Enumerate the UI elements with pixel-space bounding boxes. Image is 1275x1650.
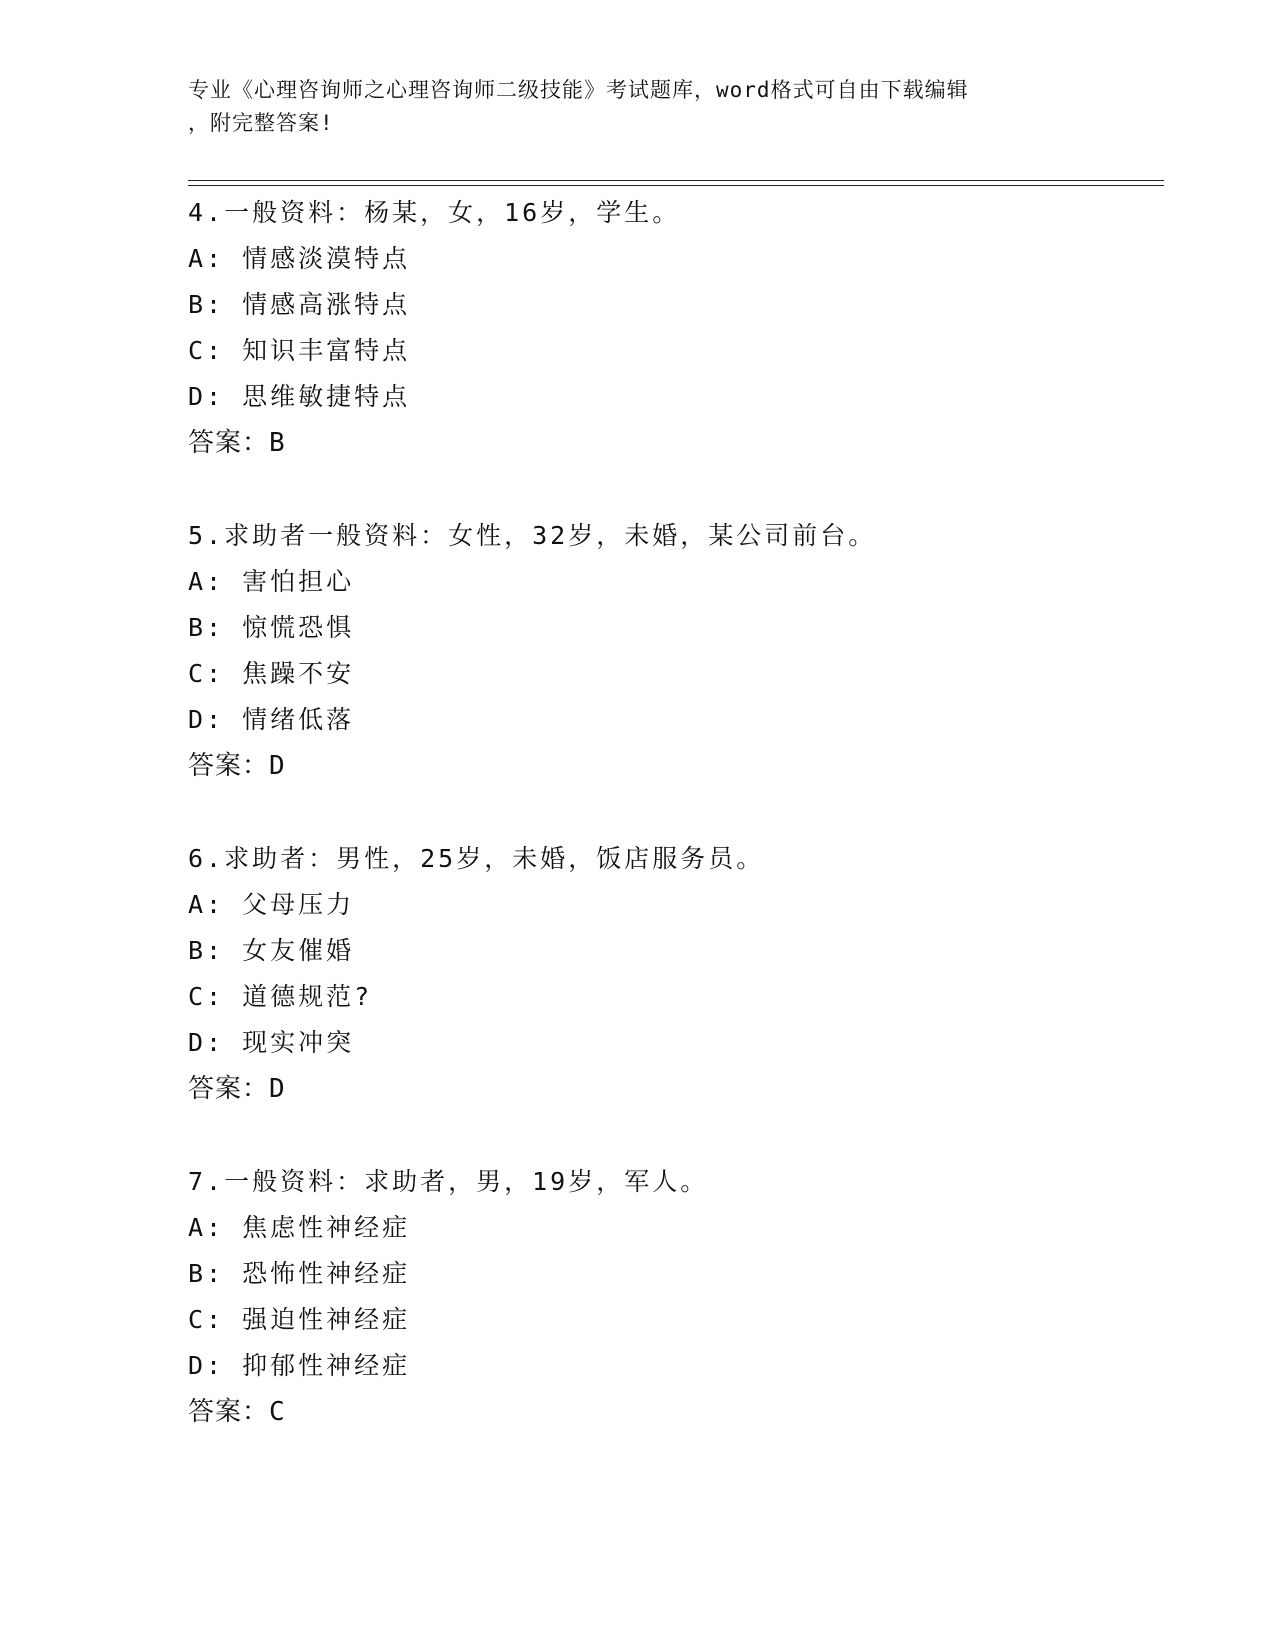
answer-line [188,1389,1168,1435]
answer-value: D [269,1074,286,1104]
header-line-2: ，附完整答案! [188,111,334,135]
header-divider-top [188,180,1164,181]
answer-label: 答案： [188,1074,270,1104]
option-a: A: 父母压力 [188,890,355,919]
option-a: A: 害怕担心 [188,567,355,596]
question-item [188,836,1168,1112]
question-item [188,513,1168,789]
header-divider-bottom [188,185,1164,186]
answer-line [188,1066,1168,1112]
option-b: B: 惊慌恐惧 [188,613,355,642]
question-list [188,190,1168,1482]
option-b: B: 恐怖性神经症 [188,1259,411,1288]
option-c: C: 强迫性神经症 [188,1305,411,1334]
option-b: B: 情感高涨特点 [188,290,411,319]
option-c: C: 焦躁不安 [188,659,355,688]
header-line-1: 专业《心理咨询师之心理咨询师二级技能》考试题库，word格式可自由下载编辑 [188,78,969,102]
option-d: D: 思维敏捷特点 [188,382,411,411]
question-title: 4.一般资料：杨某，女，16岁，学生。 [188,198,681,227]
answer-value: B [269,428,286,458]
document-header [188,74,1088,140]
option-d: D: 抑郁性神经症 [188,1351,411,1380]
option-d: D: 现实冲突 [188,1028,355,1057]
question-item [188,190,1168,466]
answer-label: 答案： [188,1397,270,1427]
question-title: 6.求助者：男性，25岁，未婚，饭店服务员。 [188,844,765,873]
option-a: A: 情感淡漠特点 [188,244,411,273]
option-b: B: 女友催婚 [188,936,355,965]
answer-value: C [269,1397,286,1427]
question-title: 7.一般资料：求助者，男，19岁，军人。 [188,1167,709,1196]
question-item [188,1159,1168,1435]
answer-line [188,420,1168,466]
option-a: A: 焦虑性神经症 [188,1213,411,1242]
answer-line [188,743,1168,789]
option-c: C: 道德规范? [188,982,373,1011]
answer-label: 答案： [188,428,270,458]
answer-value: D [269,751,286,781]
option-d: D: 情绪低落 [188,705,355,734]
question-title: 5.求助者一般资料：女性，32岁，未婚，某公司前台。 [188,521,877,550]
option-c: C: 知识丰富特点 [188,336,411,365]
answer-label: 答案： [188,751,270,781]
